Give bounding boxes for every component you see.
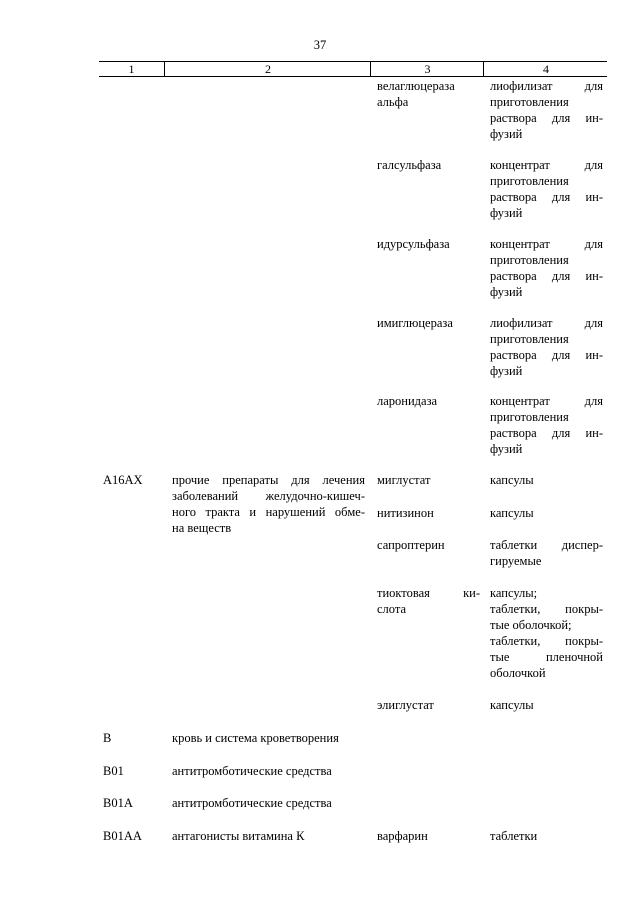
drug-name: сапроптерин	[377, 538, 445, 552]
drug-name: идурсульфаза	[377, 237, 450, 251]
dosage-form: капсулы	[490, 698, 534, 712]
atc-code: A16AX	[103, 473, 143, 487]
atc-group-name: антитромботические средства	[172, 796, 332, 810]
drug-name: варфарин	[377, 829, 428, 843]
header-col-3: 3	[370, 62, 484, 76]
dosage-form: капсулы	[490, 473, 534, 487]
dosage-form: таблетки диспер- гируемые	[490, 538, 603, 568]
drug-name: имиглюцераза	[377, 316, 453, 330]
dosage-form: лиофилизат для приготовления раствора для ин- фузий	[490, 79, 603, 141]
dosage-form: капсулы	[490, 506, 534, 520]
header-col-4: 4	[483, 62, 608, 76]
atc-group-name: антагонисты витамина К	[172, 829, 305, 843]
drug-name: элиглустат	[377, 698, 434, 712]
atc-code: B01A	[103, 796, 133, 810]
dosage-form: концентрат для приготовления раствора для ин- фузий	[490, 394, 603, 456]
drug-name: галсульфаза	[377, 158, 442, 172]
dosage-form: капсулы; таблетки, покры- тые оболочкой; таблетки, покры- тые пленочной оболочкой	[490, 586, 603, 680]
table-header-row	[99, 61, 607, 77]
atc-group-name: прочие препараты для лечения заболеваний желудочно-кишеч- ного тракта и нарушений обме- на веществ	[172, 473, 365, 535]
header-col-1: 1	[128, 62, 135, 76]
drug-name: велаглюцераза альфа	[377, 79, 455, 109]
atc-code: B	[103, 731, 112, 745]
atc-group-name: антитромботические средства	[172, 764, 332, 778]
atc-code: B01AA	[103, 829, 142, 843]
drug-name: миглустат	[377, 473, 431, 487]
dosage-form: концентрат для приготовления раствора для ин- фузий	[490, 237, 603, 299]
drug-name: нитизинон	[377, 506, 434, 520]
page-number: 37	[313, 38, 327, 52]
drug-name: тиоктовая ки- слота	[377, 586, 480, 616]
atc-code: B01	[103, 764, 124, 778]
drug-name: ларонидаза	[377, 394, 438, 408]
dosage-form: таблетки	[490, 829, 538, 843]
header-col-2: 2	[164, 62, 371, 76]
dosage-form: концентрат для приготовления раствора для ин- фузий	[490, 158, 603, 220]
dosage-form: лиофилизат для приготовления раствора для ин- фузий	[490, 316, 603, 378]
atc-group-name: кровь и система кроветворения	[172, 731, 339, 745]
